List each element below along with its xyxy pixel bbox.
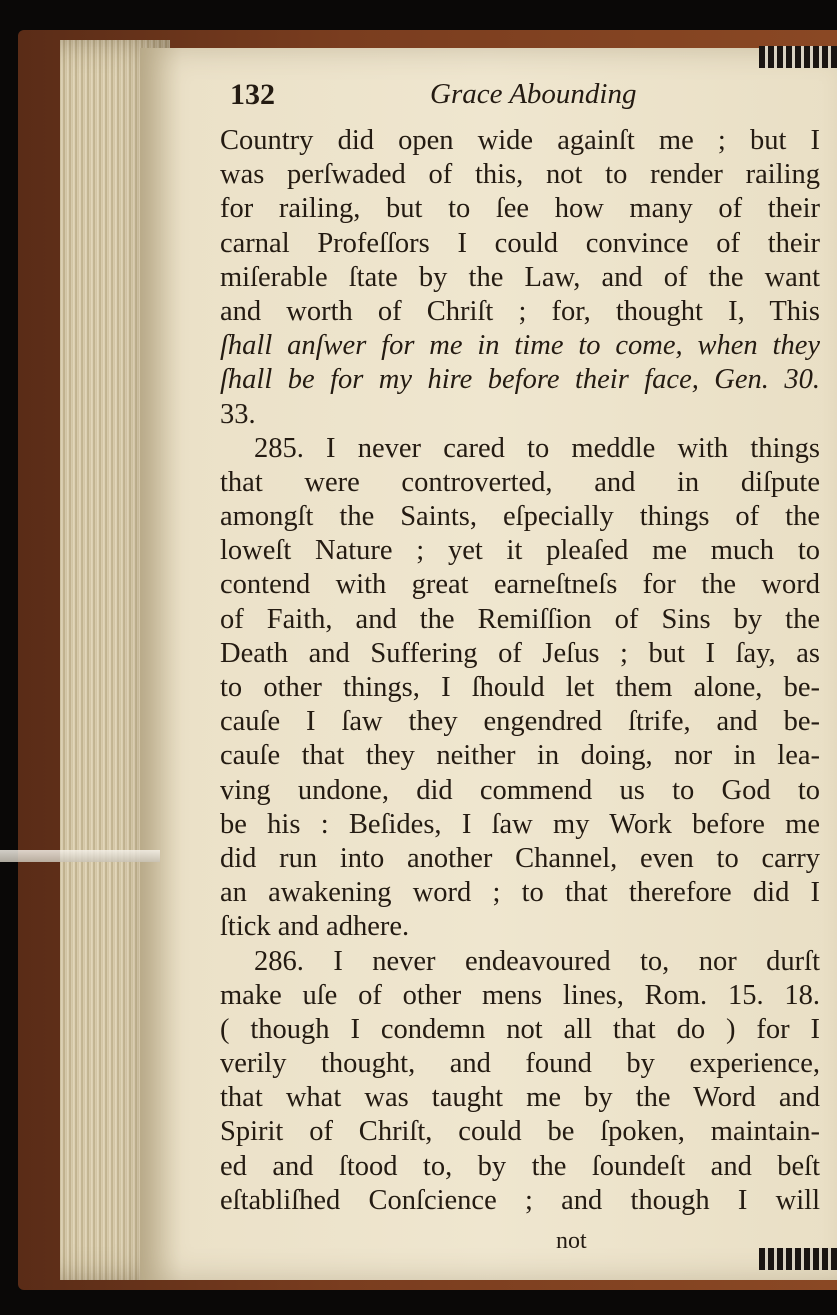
text-line-6: and worth of Chriſt ; for, thought I, This (220, 295, 820, 327)
text-line-14: contend with great earneſtneſs for the word (220, 569, 820, 601)
text-line-22: did run into another Channel, even to carry (220, 842, 820, 874)
text-line-20: ving undone, did commend us to God to (220, 774, 820, 806)
text-line-5: miſerable ſtate by the Law, and of the want (220, 261, 820, 293)
page-text (220, 78, 820, 1218)
text-line-27: ( though I condemn not all that do ) for I (220, 1013, 820, 1045)
text-line-29: that what was taught me by the Word and (220, 1082, 820, 1114)
page-number: 132 (230, 78, 275, 111)
text-line-23: an awakening word ; to that therefore did I (220, 877, 820, 909)
bookmark-thread (0, 850, 160, 862)
text-line-17: to other things, I ſhould let them alone, be- (220, 672, 820, 703)
text-line-18: cauſe I ſaw they engendred ſtrife, and be- (220, 706, 820, 738)
text-line-19: cauſe that they neither in doing, nor in lea- (220, 740, 820, 772)
text-line-28: verily thought, and found by experience, (220, 1048, 820, 1080)
text-line-3: for railing, but to ſee how many of their (220, 193, 820, 225)
text-line-25: 286. I never endeavoured to, nor durſt (254, 945, 820, 977)
text-line-24: ſtick and adhere. (220, 911, 410, 943)
top-clamp (759, 46, 837, 68)
text-line-12: amongſt the Saints, eſpecially things of the (220, 501, 820, 533)
running-title: Grace Abounding (430, 78, 637, 110)
text-line-8: ſhall be for my hire before their face, Gen. 30. (220, 364, 820, 396)
text-line-2: was perſwaded of this, not to render railing (220, 159, 820, 191)
text-line-7: ſhall anſwer for me in time to come, when they (220, 330, 820, 362)
text-line-11: that were controverted, and in diſpute (220, 466, 820, 498)
text-line-10: 285. I never cared to meddle with things (254, 432, 820, 464)
text-line-21: be his : Beſides, I ſaw my Work before me (220, 808, 820, 840)
text-line-30: Spirit of Chriſt, could be ſpoken, maintain- (220, 1116, 820, 1148)
text-line-26: make uſe of other mens lines, Rom. 15. 18. (220, 979, 820, 1011)
bottom-clamp (759, 1248, 837, 1270)
text-line-1: Country did open wide againſt me ; but I (220, 125, 820, 156)
page-header (220, 78, 820, 124)
text-line-15: of Faith, and the Remiſſion of Sins by the (220, 603, 820, 635)
catchword: not (556, 1228, 587, 1254)
text-line-16: Death and Suffering of Jeſus ; but I ſay, as (220, 637, 820, 669)
text-line-9: 33. (220, 398, 256, 430)
text-line-13: loweſt Nature ; yet it pleaſed me much to (220, 535, 820, 567)
text-line-31: ed and ſtood to, by the ſoundeſt and beſt (220, 1150, 820, 1182)
text-line-32: eſtabliſhed Conſcience ; and though I will (220, 1184, 820, 1216)
text-line-4: carnal Profeſſors I could convince of their (220, 227, 820, 259)
